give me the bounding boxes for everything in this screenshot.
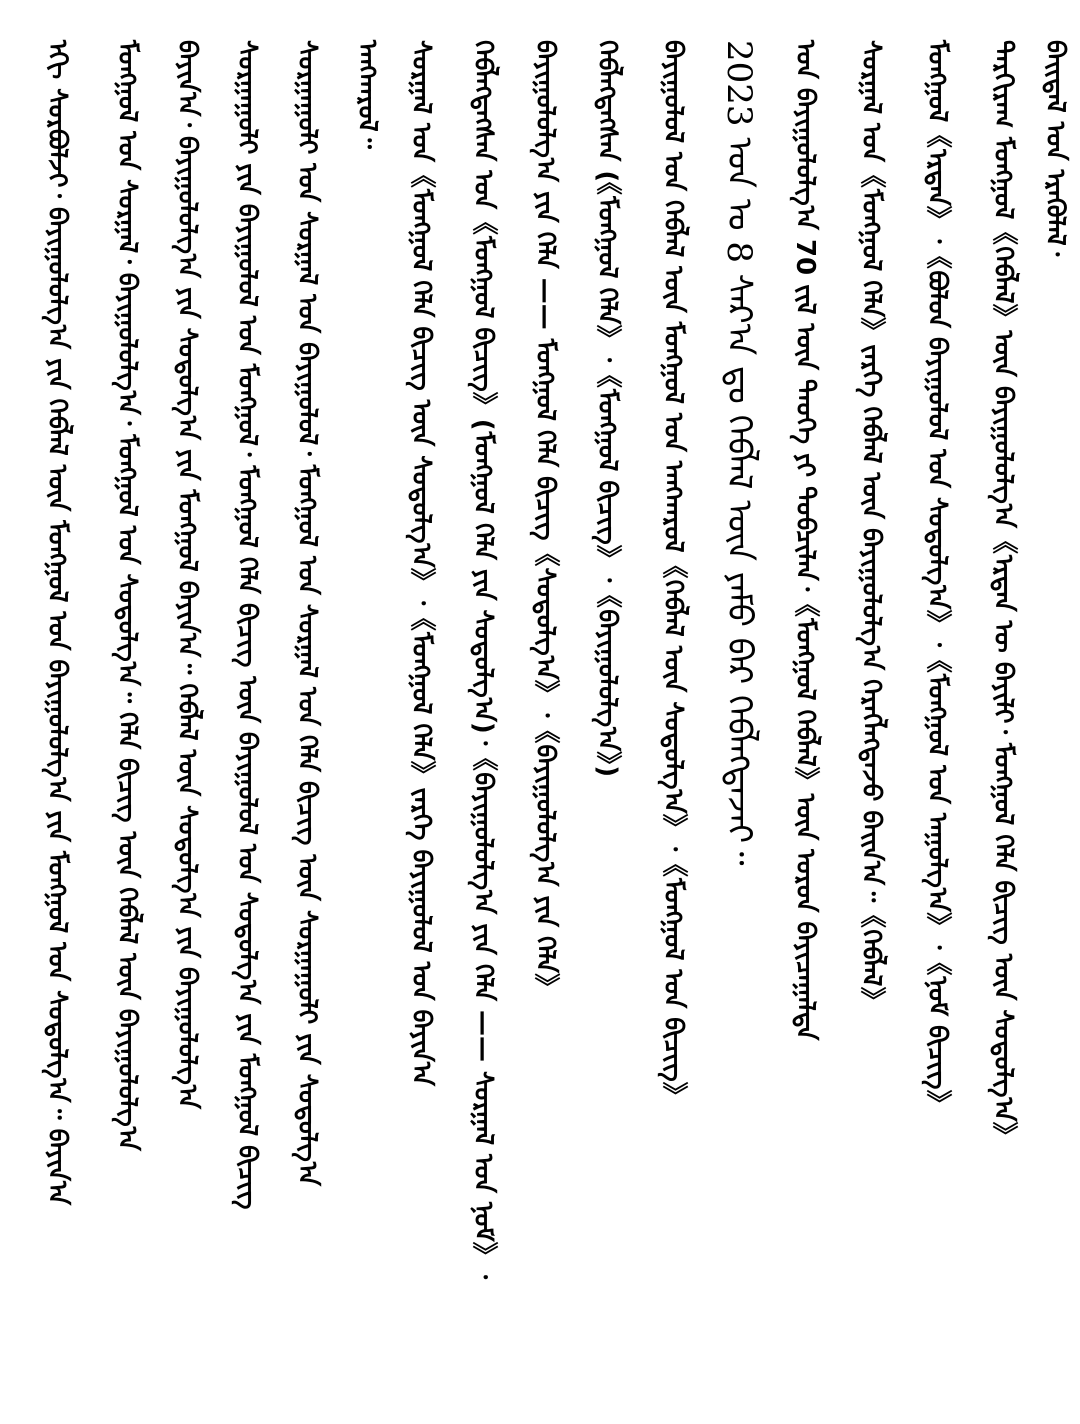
text-column-7: ᠪᠠᠶᠢᠭᠤᠯᠤᠯ ᠤᠨ ᠬᠡᠪᠯᠡᠯ ᠦᠨ ᠮᠣᠩᠭᠣᠯ ᠤᠨ ᠠᠩᠬᠠᠷᠤᠯ《ᠬᠡᠪᠯᠡᠯ ᠦᠨ ᠰᠤᠳᠤᠯᠭ᠎ᠠ》᠂《ᠮᠣᠩᠭᠣᠯ ᠤᠨ ᠪᠢᠴᠢᠭ᠌》: [658, 40, 688, 1109]
text-column-15: ᠪᠠᠶᠢᠨ᠎ᠠ᠂ ᠪᠠᠶᠢᠭᠤᠯᠤᠯᠭ᠎ᠠ ᠶᠢᠨ ᠰᠤᠳᠤᠯᠭ᠎ᠠ ᠶᠢᠨ ᠮᠣᠩᠭᠣᠯ ᠪᠠᠶᠢᠨ᠎ᠠ᠃ ᠬᠡᠪᠯᠡᠯ ᠦᠨ ᠰᠤᠳᠤᠯᠭ᠎ᠠ ᠶᠢᠨ ᠪᠠᠶᠢᠭᠤᠯᠤᠯᠭ᠎ᠠ: [172, 40, 202, 1110]
text-column-2: ᠲᠠᠷᠭᠢᠷᠠᠭ ᠮᠣᠩᠭᠣᠯ《ᠬᠡᠪᠯᠡᠯ》ᠦᠨ ᠪᠠᠶᠢᠭᠤᠯᠤᠯᠭ᠎ᠠ《ᠡᠷᠲᠡᠨ ᠦ ᠪᠠᠶᠢᠯᠢ᠂ ᠮᠣᠩᠭᠣᠯ ᠬᠡᠯᠡ ᠪᠢᠴᠢᠭ᠌ ᠦᠨ ᠰᠤᠳᠤᠯᠭ᠎ᠠ》: [988, 40, 1018, 1149]
text-column-12: ᠠᠩᠬᠠᠷᠤᠯ᠃: [352, 40, 382, 149]
text-column-10: ᠬᠡᠪᠯᠡᠭᠳᠡᠭᠰᠡᠨ ᠤᠨ《ᠮᠣᠩᠭᠣᠯ ᠪᠢᠴᠢᠭ᠌》(ᠮᠣᠩᠭᠣᠯ ᠬᠡᠯᠡ ᠶᠢᠨ ᠰᠤᠳᠤᠯᠭ᠎ᠠ)᠂《ᠪᠠᠶᠢᠭᠤᠯᠤᠯᠭ᠎ᠠ ᠶᠢᠨ ᠬᠡᠯᠡ —— ᠰᠤᠷᠭᠠᠯ ᠤᠨ ᠨᠣᠮ》᠂: [468, 40, 498, 1280]
text-column-11: ᠰᠤᠷᠭᠠᠯ ᠤᠨ《ᠮᠣᠩᠭᠣᠯ ᠬᠡᠯᠡ ᠪᠢᠴᠢᠭ᠌ ᠦᠨ ᠰᠤᠳᠤᠯᠭ᠎ᠠ》᠂《ᠮᠣᠩᠭᠣᠯ ᠬᠡᠯᠡ》ᠵᠡᠷᠭᠡ ᠪᠠᠶᠢᠭᠤᠯᠤᠯ ᠤᠨ ᠪᠠᠶᠢᠨ᠎ᠠ: [406, 40, 436, 1087]
text-column-6: 2023 ᠣᠨ ᠤ 8 ᠰᠠᠷ᠎ᠠ ᠳᠤ ᠬᠡᠪᠯᠡᠯ ᠦᠨ ᠶᠠᠮᠤ ᠪᠠᠷ ᠬᠡᠪᠯᠡᠭᠳᠡᠵᠡᠢ᠃: [719, 40, 759, 866]
text-column-17: ᠡᠬᠢ ᠰᠤᠷᠪᠤᠯᠵᠢ᠂ ᠪᠠᠶᠢᠭᠤᠯᠤᠯᠭ᠎ᠠ ᠶᠢᠨ ᠬᠡᠪᠯᠡᠯ ᠦᠨ ᠮᠣᠩᠭᠣᠯ ᠤᠨ ᠪᠠᠶᠢᠭᠤᠯᠤᠯᠭ᠎ᠠ ᠶᠢᠨ ᠮᠣᠩᠭᠣᠯ ᠤᠨ ᠰᠤᠳᠤᠯᠭ᠎ᠠ᠃ ᠪᠠᠶᠢᠨ᠎ᠠ: [42, 40, 72, 1206]
text-column-1: ᠪᠠᠢᠳᠠᠯ ᠤᠨ ᠡᠷᠡᠭᠦᠯᠡᠯ᠂: [1040, 40, 1070, 257]
text-column-9: ᠪᠠᠶᠢᠭᠤᠯᠤᠯᠭ᠎ᠠ ᠶᠢᠨ ᠬᠡᠯᠡ —— ᠮᠣᠩᠭᠣᠯ ᠬᠡᠯᠡ ᠪᠢᠴᠢᠭ᠌《ᠰᠤᠳᠤᠯᠭ᠎ᠠ》᠂《ᠪᠠᠶᠢᠭᠤᠯᠤᠯᠭ᠎ᠠ ᠶᠢᠨ ᠬᠡᠯᠡ》: [530, 40, 560, 1001]
text-column-5: ᠤᠨ ᠪᠠᠶᠢᠭᠤᠯᠤᠯᠭ᠎ᠠ 70 ᠵᠢᠯ ᠦᠨ ᠲᠡᠦᠬᠡ ᠶᠢ ᠲᠣᠪᠴᠢᠯᠠᠨ᠂《ᠮᠣᠩᠭᠣᠯ ᠬᠡᠪᠯᠡᠯ》ᠦᠨ ᠣᠷᠣᠨ ᠪᠠᠶᠢᠴᠠᠭᠠᠯᠲᠠ: [790, 40, 820, 1041]
text-column-4: ᠰᠤᠷᠭᠠᠯ ᠤᠨ《ᠮᠣᠩᠭᠣᠯ ᠬᠡᠯᠡ》ᠵᠡᠷᠭᠡ ᠬᠡᠪᠯᠡᠯ ᠦᠨ ᠪᠠᠶᠢᠭᠤᠯᠤᠯᠭ᠎ᠠ ᠬᠡᠷᠡᠭᠯᠡᠭᠳᠡᠵᠦ ᠪᠠᠢᠨ᠎ᠠ᠃《ᠬᠡᠪᠯᠡᠯ》: [856, 40, 886, 1014]
text-column-8: ᠬᠡᠪᠯᠡᠭᠳᠡᠭᠰᠡᠨ (《ᠮᠣᠩᠭᠣᠯ ᠬᠡᠯᠡ》᠂《ᠮᠣᠩᠭᠣᠯ ᠪᠢᠴᠢᠭ᠌》᠂《ᠪᠠᠶᠢᠭᠤᠯᠤᠯᠭ᠎ᠠ》): [592, 40, 622, 778]
text-column-16: ᠮᠣᠩᠭᠣᠯ ᠤᠨ ᠰᠤᠷᠭᠠᠯ᠂ ᠪᠠᠶᠢᠭᠤᠯᠤᠯᠭ᠎ᠠ᠂ ᠮᠣᠩᠭᠣᠯ ᠤᠨ ᠰᠤᠳᠤᠯᠭ᠎ᠠ᠃ ᠬᠡᠯᠡ ᠪᠢᠴᠢᠭ᠌ ᠦᠨ ᠬᠡᠪᠯᠡᠯ ᠦᠨ ᠪᠠᠶᠢᠭᠤᠯᠤᠯᠭ᠎ᠠ: [112, 40, 142, 1151]
text-column-3: ᠮᠣᠩᠭᠣᠯ《ᠡᠷᠲᠡᠨ》᠂《ᠪᠣᠯᠤᠨ ᠪᠠᠶᠢᠭᠤᠯᠤᠯ ᠤᠨ ᠰᠤᠳᠤᠯᠭ᠎ᠠ》᠂《ᠮᠣᠩᠭᠣᠯ ᠤᠨ ᠠᠭᠤᠯᠭ᠎ᠠ》᠂《ᠨᠣᠮ ᠪᠢᠴᠢᠭ᠌》: [922, 40, 952, 1117]
text-column-14: ᠰᠤᠷᠭᠠᠭᠤᠯᠢ ᠶᠢᠨ ᠪᠠᠶᠢᠭᠤᠯᠤᠯ ᠤᠨ ᠮᠣᠩᠭᠣᠯ᠂ ᠮᠣᠩᠭᠣᠯ ᠬᠡᠯᠡ ᠪᠢᠴᠢᠭ᠌ ᠦᠨ ᠪᠠᠶᠢᠭᠤᠯᠤᠯ ᠤᠨ ᠰᠤᠳᠤᠯᠭ᠎ᠠ ᠶᠢᠨ ᠮᠣᠩᠭᠣᠯ ᠪᠢᠴᠢᠭ᠌: [232, 40, 262, 1210]
text-column-13: ᠰᠤᠷᠭᠠᠭᠤᠯᠢ ᠤᠨ ᠰᠤᠷᠭᠠᠯ ᠤᠨ ᠪᠠᠶᠢᠭᠤᠯᠤᠯ᠂ ᠮᠣᠩᠭᠣᠯ ᠤᠨ ᠰᠤᠷᠭᠠᠯ ᠤᠨ ᠬᠡᠯᠡ ᠪᠢᠴᠢᠭ᠌ ᠦᠨ ᠰᠤᠷᠭᠠᠭᠤᠯᠢ ᠶᠢᠨ ᠰᠤᠳᠤᠯᠭ᠎ᠠ: [292, 40, 322, 1187]
